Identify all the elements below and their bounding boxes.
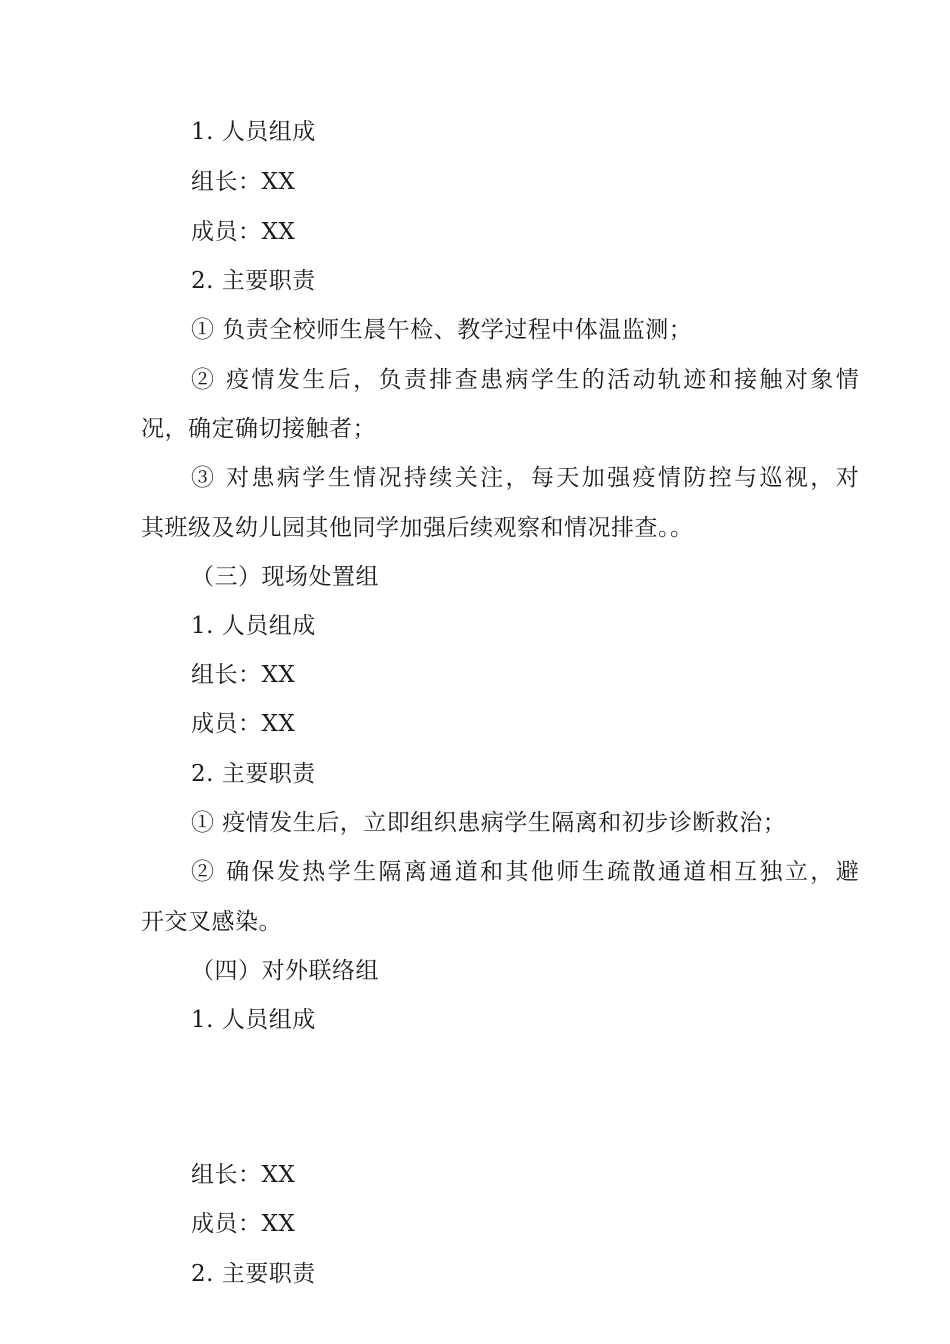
section-heading: （四）对外联络组 bbox=[191, 958, 379, 984]
team-leader: 组长：XX bbox=[191, 169, 296, 195]
team-leader: 组长：XX bbox=[191, 1162, 296, 1188]
duty-item: ① 负责全校师生晨午检、教学过程中体温监测； bbox=[191, 317, 693, 343]
heading-personnel: 1. 人员组成 bbox=[191, 1007, 316, 1033]
duty-item: ② 疫情发生后，负责排查患病学生的活动轨迹和接触对象情 bbox=[191, 367, 862, 393]
section-heading: （三）现场处置组 bbox=[191, 564, 379, 590]
duty-item: ③ 对患病学生情况持续关注，每天加强疫情防控与巡视，对 bbox=[191, 465, 862, 491]
heading-duties: 2. 主要职责 bbox=[191, 1261, 316, 1287]
team-members: 成员：XX bbox=[191, 711, 296, 737]
heading-personnel: 1. 人员组成 bbox=[191, 613, 316, 639]
heading-personnel: 1. 人员组成 bbox=[191, 119, 316, 145]
team-leader: 组长：XX bbox=[191, 662, 296, 688]
duty-item-continued: 况，确定确切接触者； bbox=[141, 416, 376, 442]
duty-item: ① 疫情发生后，立即组织患病学生隔离和初步诊断救治； bbox=[191, 810, 787, 836]
heading-duties: 2. 主要职责 bbox=[191, 761, 316, 787]
duty-item-continued: 其班级及幼儿园其他同学加强后续观察和情况排查。。 bbox=[141, 515, 694, 541]
team-members: 成员：XX bbox=[191, 1211, 296, 1237]
duty-item-continued: 开交叉感染。 bbox=[141, 909, 282, 935]
team-members: 成员：XX bbox=[191, 219, 296, 245]
duty-item: ② 确保发热学生隔离通道和其他师生疏散通道相互独立，避 bbox=[191, 859, 862, 885]
heading-duties: 2. 主要职责 bbox=[191, 268, 316, 294]
